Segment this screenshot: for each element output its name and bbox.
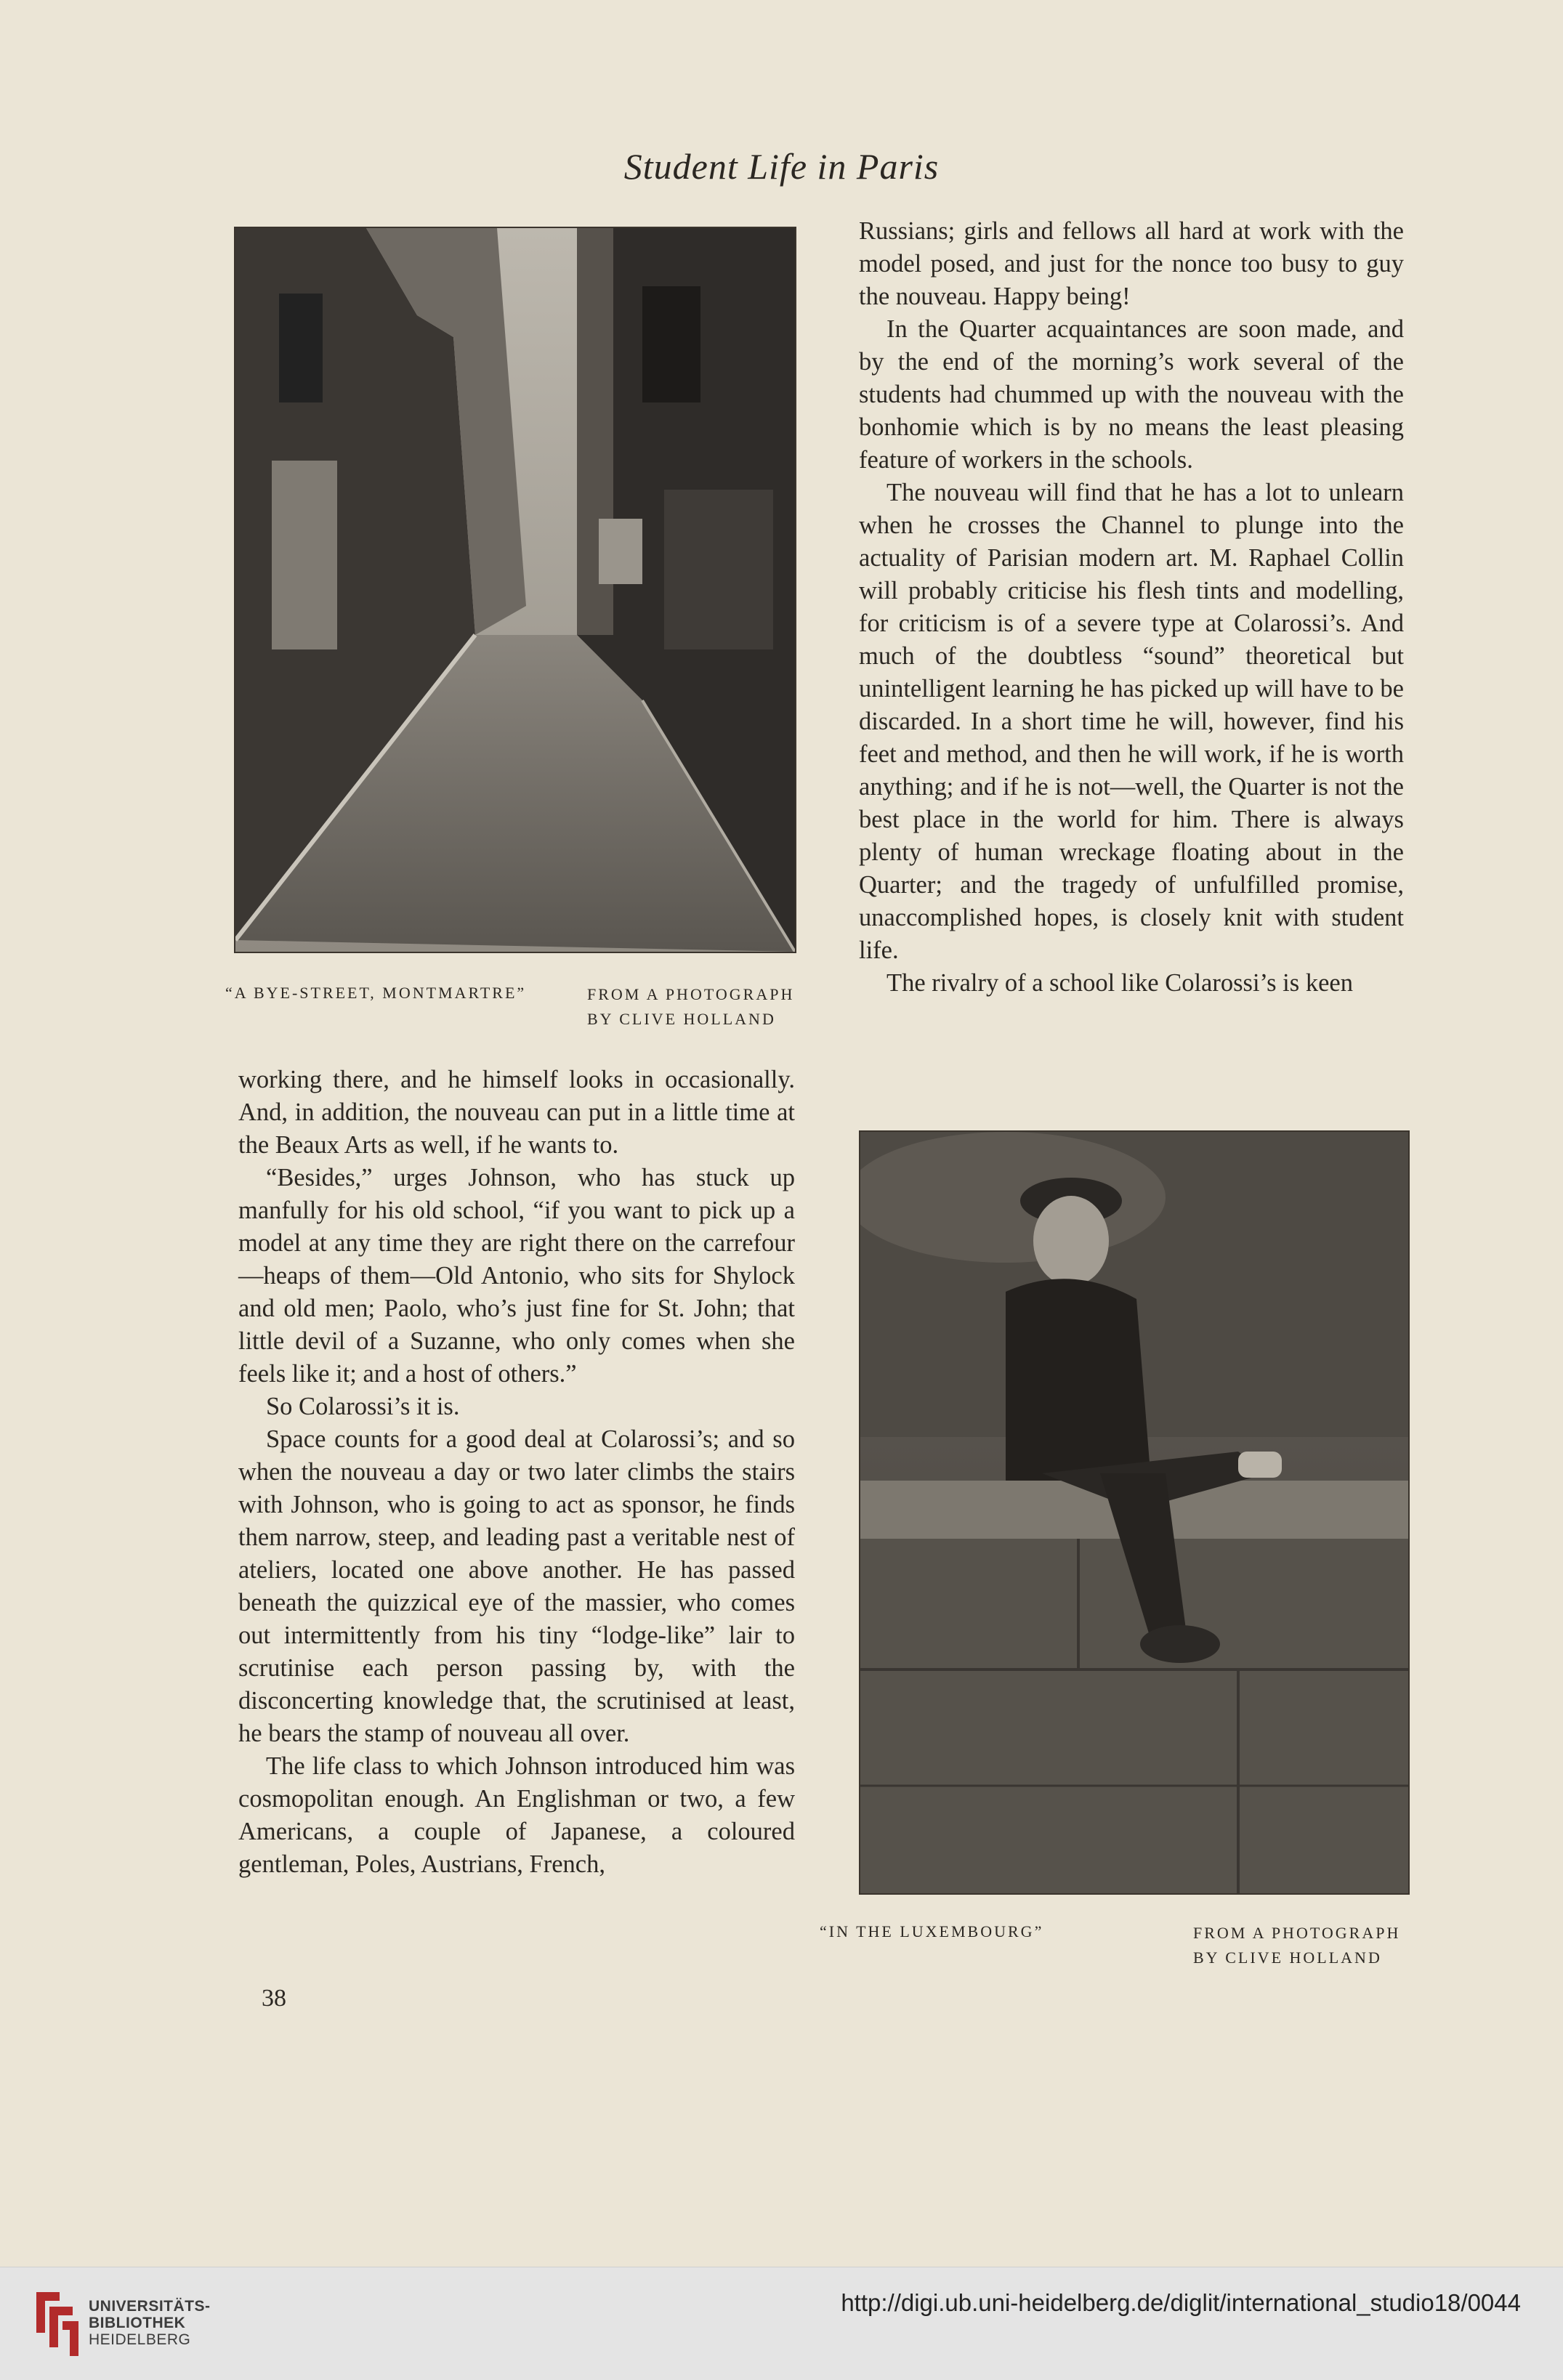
paragraph: “Besides,” urges Johnson, who has stuck up manfully for his old school, “if you want to pick up a model at any time they are right there on the carrefour—heaps of them—Old Antonio, who sits for Shylock and old men; Paolo, who’s just fine for St. John; that little devil of a Suzanne, who only comes when she feels like it; and a host of others.”: [238, 1164, 795, 1388]
caption-bye-street-credit-2: BY CLIVE HOLLAND: [587, 1010, 776, 1028]
paragraph: So Colarossi’s it is.: [266, 1393, 460, 1420]
paragraph: working there, and he himself looks in occasionally. And, in addition, the nouveau can put in a little time at the Beaux Arts as well, if he wants to.: [238, 1066, 795, 1159]
paragraph: The rivalry of a school like Colarossi’s is keen: [886, 969, 1353, 997]
luxembourg-photo-image: [860, 1132, 1408, 1893]
running-head: Student Life in Paris: [623, 146, 940, 187]
page-number: 38: [262, 1985, 286, 2012]
photo-in-the-luxembourg: [859, 1130, 1410, 1895]
street-photo-image: [235, 228, 795, 952]
library-name: [89, 2298, 211, 2348]
library-name-line-2: BIBLIOTHEK: [89, 2315, 186, 2331]
library-name-line-1: UNIVERSITÄTS-: [89, 2298, 211, 2315]
caption-luxembourg-credit-2: BY CLIVE HOLLAND: [1193, 1948, 1382, 1967]
source-url-link[interactable]: http://digi.ub.uni-heidelberg.de/diglit/international_studio18/0044: [841, 2289, 1521, 2316]
paragraph: The life class to which Johnson introduced him was cosmopolitan enough. An Englishman or two, a few Americans, a couple of Japanese, a coloured gentleman, Poles, Austrians, French,: [238, 1752, 795, 1878]
paragraph: In the Quarter acquaintances are soon made, and by the end of the morning’s work several of the students had chummed up with the nouveau with the bonhomie which is by no means the least pleasing feature of workers in the schools.: [859, 315, 1404, 474]
caption-luxembourg-title: “IN THE LUXEMBOURG”: [820, 1922, 1044, 1940]
caption-luxembourg-credit-1: FROM A PHOTOGRAPH: [1193, 1924, 1401, 1942]
footer-bar: [0, 2267, 1563, 2380]
paragraph: Russians; girls and fellows all hard at work with the model posed, and just for the nonce too busy to guy the nouveau. Happy being!: [859, 217, 1404, 310]
library-name-line-3: HEIDELBERG: [89, 2331, 191, 2348]
caption-bye-street-title: “A BYE-STREET, MONTMARTRE”: [225, 984, 527, 1002]
photo-bye-street: [234, 227, 796, 953]
left-column-text: [238, 1064, 795, 1881]
paragraph: Space counts for a good deal at Colarossi’s; and so when the nouveau a day or two later climbs the stairs with Johnson, who is going to act as sponsor, he finds them narrow, steep, and leading past a veritable nest of ateliers, located one above another. He has passed beneath the quizzical eye of the massier, who comes out intermittently from his tiny “lodge-like” lair to scrutinise each person passing by, with the disconcerting knowledge that, the scrutinised at least, he bears the stamp of nouveau all over.: [238, 1425, 795, 1747]
caption-bye-street-credit-1: FROM A PHOTOGRAPH: [587, 985, 795, 1003]
library-logo-icon: [31, 2289, 81, 2359]
right-column-text: [859, 215, 1404, 1000]
paragraph: The nouveau will find that he has a lot to unlearn when he crosses the Channel to plunge into the actuality of Parisian modern art. M. Raphael Collin will probably criticise his flesh tints and modelling, for criticism is of a severe type at Colarossi’s. And much of the doubtless “sound” theoretical but unintelligent learning he has picked up will have to be discarded. In a short time he will, however, find his feet and method, and then he will work, if he is worth anything; and if he is not—well, the Quarter is not the best place in the world for him. There is always plenty of human wreckage floating about in the Quarter; and the tragedy of unfulfilled promise, unaccomplished hopes, is closely knit with student life.: [859, 479, 1404, 964]
